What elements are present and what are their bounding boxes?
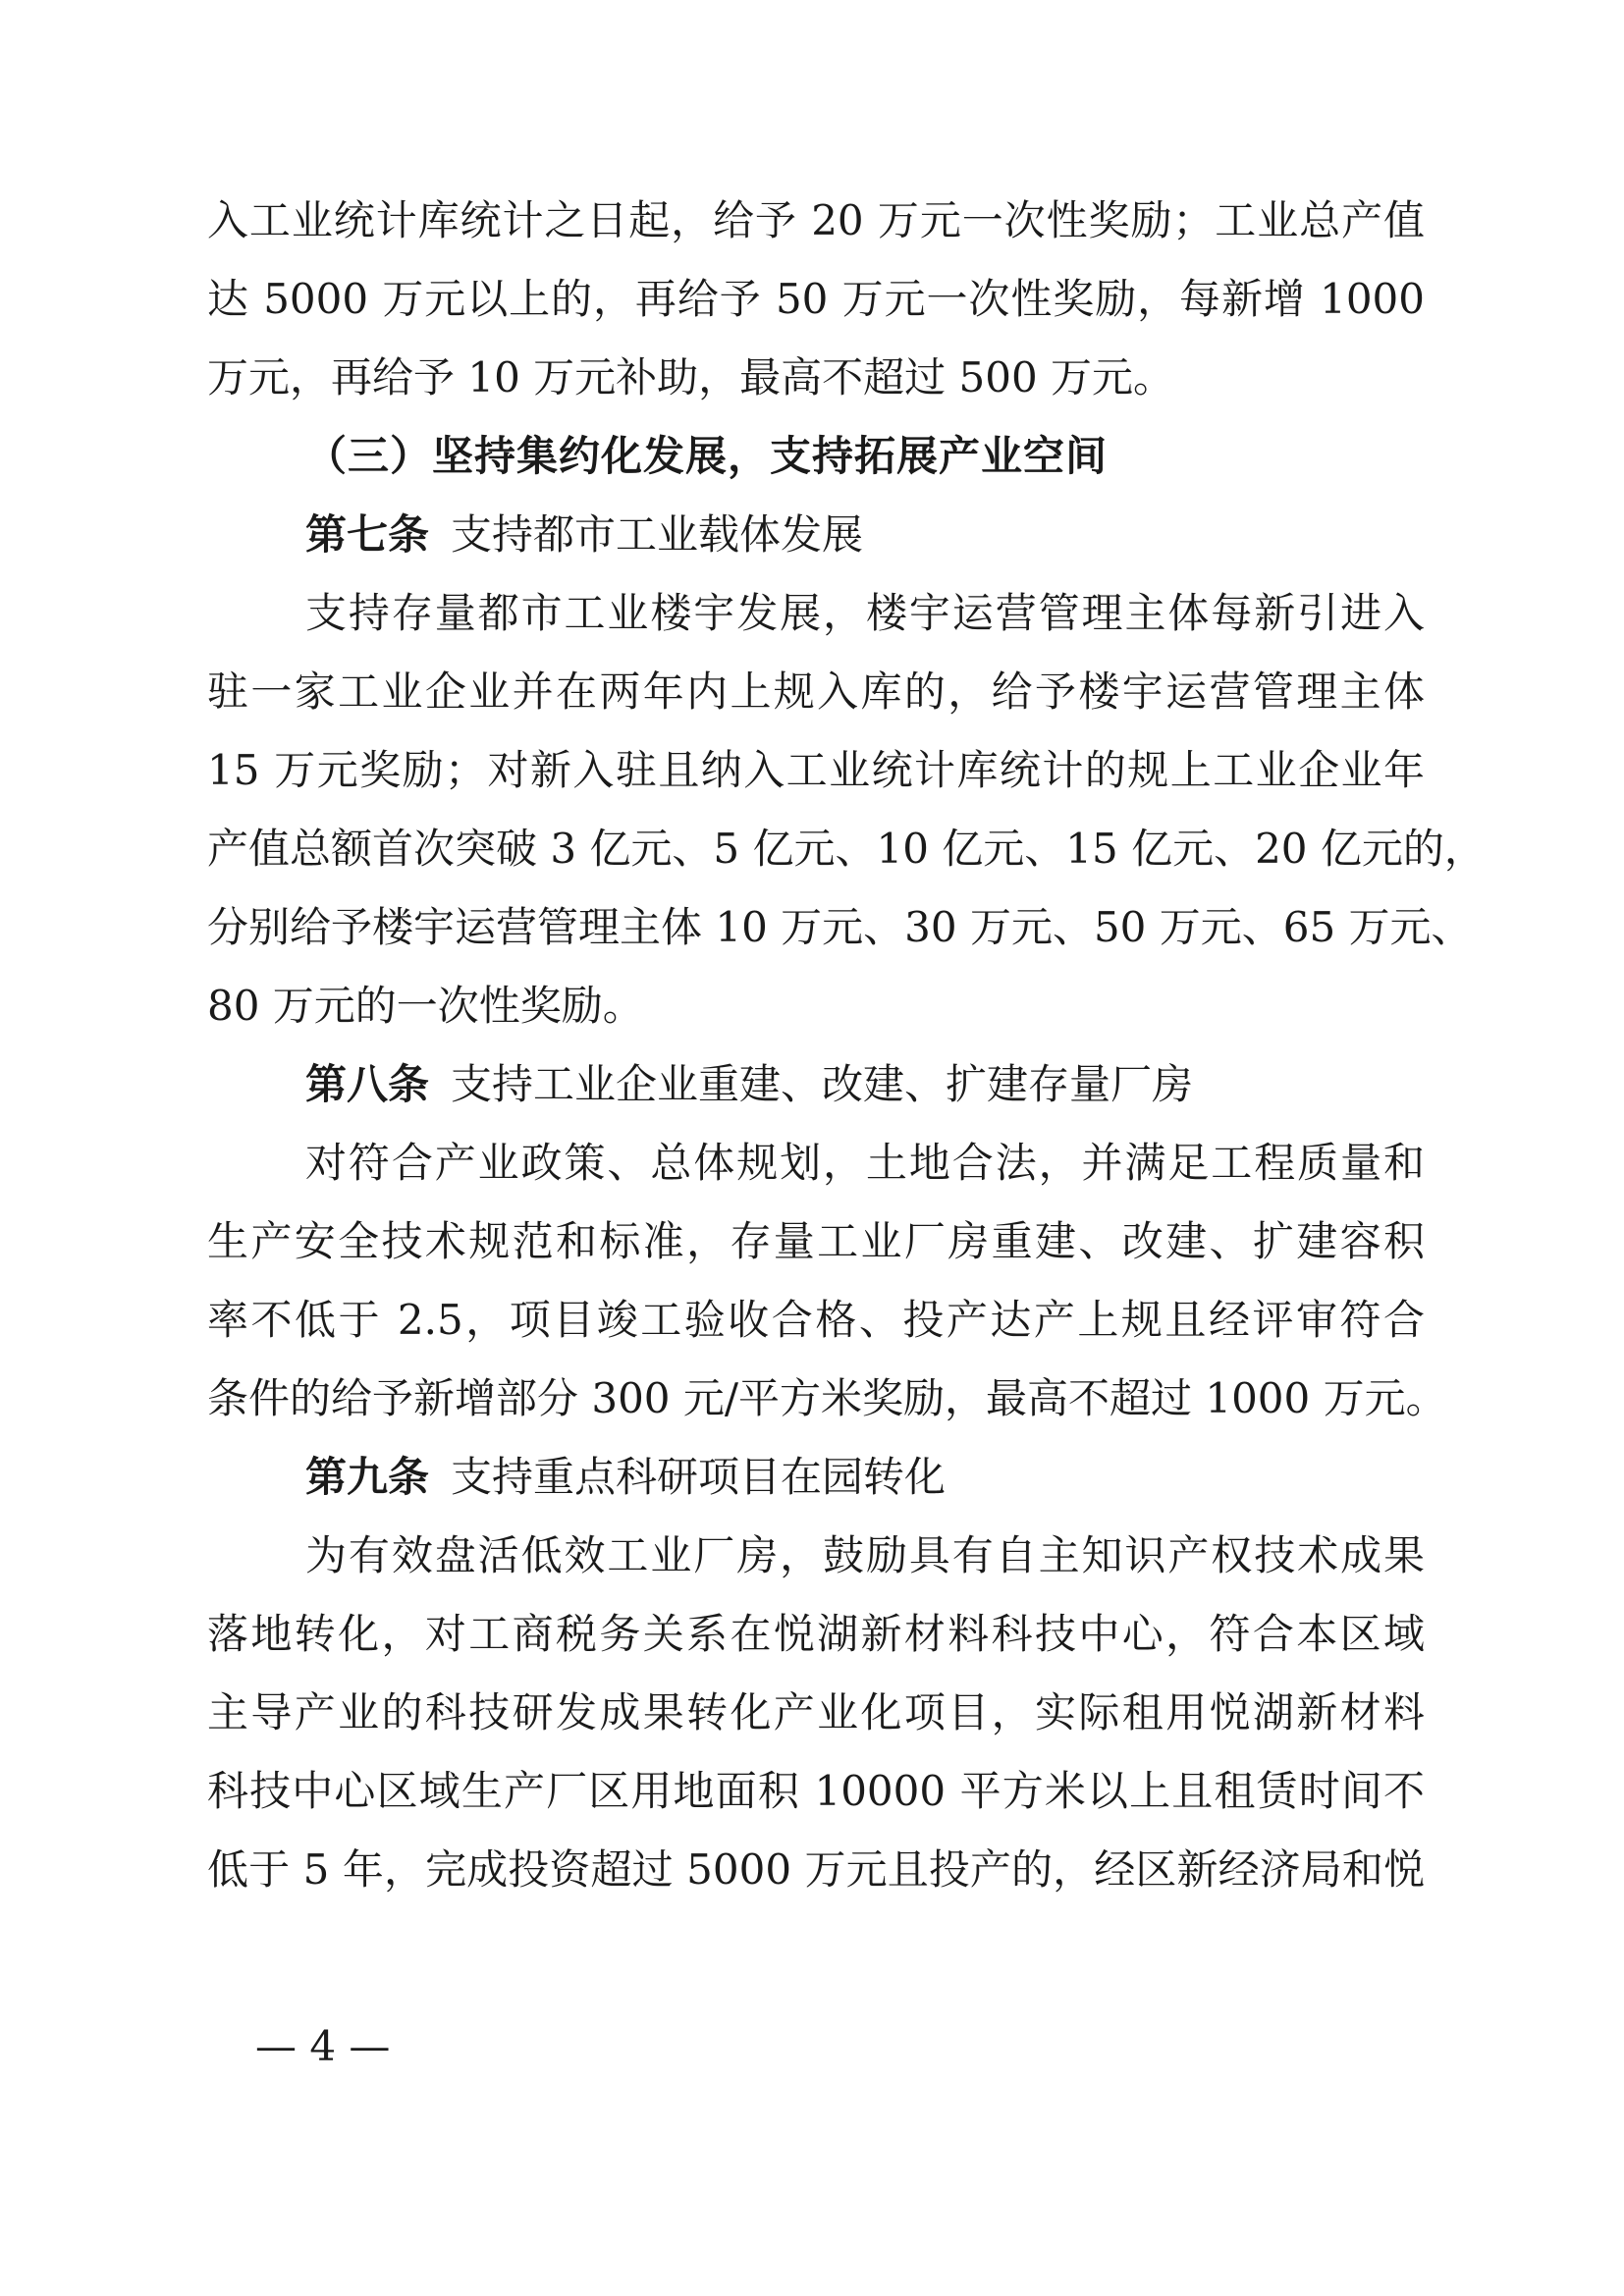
article-heading [305, 1438, 1425, 1517]
paragraph-line: 落地转化，对工商税务关系在悦湖新材料科技中心，符合本区域 [207, 1610, 1425, 1658]
article-title: 支持重点科研项目在园转化 [451, 1453, 947, 1501]
article-number: 第九条 [305, 1453, 430, 1501]
paragraph-line: 科技中心区域生产厂区用地面积 10000 平方米以上且租赁时间不 [207, 1767, 1425, 1815]
paragraph-line: 入工业统计库统计之日起，给予 20 万元一次性奖励；工业总产值 [207, 196, 1425, 244]
article-heading [305, 496, 1425, 574]
section-heading: （三）坚持集约化发展，支持拓展产业空间 [305, 432, 1109, 480]
paragraph-line: 分别给予楼宇运营管理主体 10 万元、30 万元、50 万元、65 万元、 [207, 903, 1473, 951]
paragraph-line: 支持存量都市工业楼宇发展，楼宇运营管理主体每新引进入 [305, 589, 1425, 637]
paragraph-line: 达 5000 万元以上的，再给予 50 万元一次性奖励，每新增 1000 [207, 275, 1425, 323]
paragraph-line: 15 万元奖励；对新入驻且纳入工业统计库统计的规上工业企业年 [207, 746, 1425, 794]
article-heading [305, 1045, 1425, 1124]
page-number: — 4 — [255, 2022, 391, 2070]
article-number: 第七条 [305, 510, 430, 559]
paragraph-line: 生产安全技术规范和标准，存量工业厂房重建、改建、扩建容积 [207, 1217, 1425, 1265]
paragraph-line: 产值总额首次突破 3 亿元、5 亿元、10 亿元、15 亿元、20 亿元的， [207, 825, 1486, 873]
paragraph-line: 对符合产业政策、总体规划，土地合法，并满足工程质量和 [305, 1139, 1425, 1187]
paragraph-line: 条件的给予新增部分 300 元/平方米奖励，最高不超过 1000 万元。 [207, 1374, 1447, 1422]
paragraph-line: 80 万元的一次性奖励。 [207, 982, 644, 1030]
article-number: 第八条 [305, 1060, 430, 1108]
paragraph-line: 低于 5 年，完成投资超过 5000 万元且投产的，经区新经济局和悦 [207, 1845, 1425, 1894]
article-title: 支持工业企业重建、改建、扩建存量厂房 [451, 1060, 1194, 1108]
paragraph-line: 率不低于 2.5，项目竣工验收合格、投产达产上规且经评审符合 [207, 1296, 1425, 1344]
paragraph-line: 主导产业的科技研发成果转化产业化项目，实际租用悦湖新材料 [207, 1688, 1425, 1736]
article-title: 支持都市工业载体发展 [451, 510, 864, 559]
paragraph-line: 万元，再给予 10 万元补助，最高不超过 500 万元。 [207, 353, 1175, 401]
paragraph-line: 驻一家工业企业并在两年内上规入库的，给予楼宇运营管理主体 [207, 667, 1425, 716]
paragraph-line: 为有效盘活低效工业厂房，鼓励具有自主知识产权技术成果 [305, 1531, 1425, 1579]
